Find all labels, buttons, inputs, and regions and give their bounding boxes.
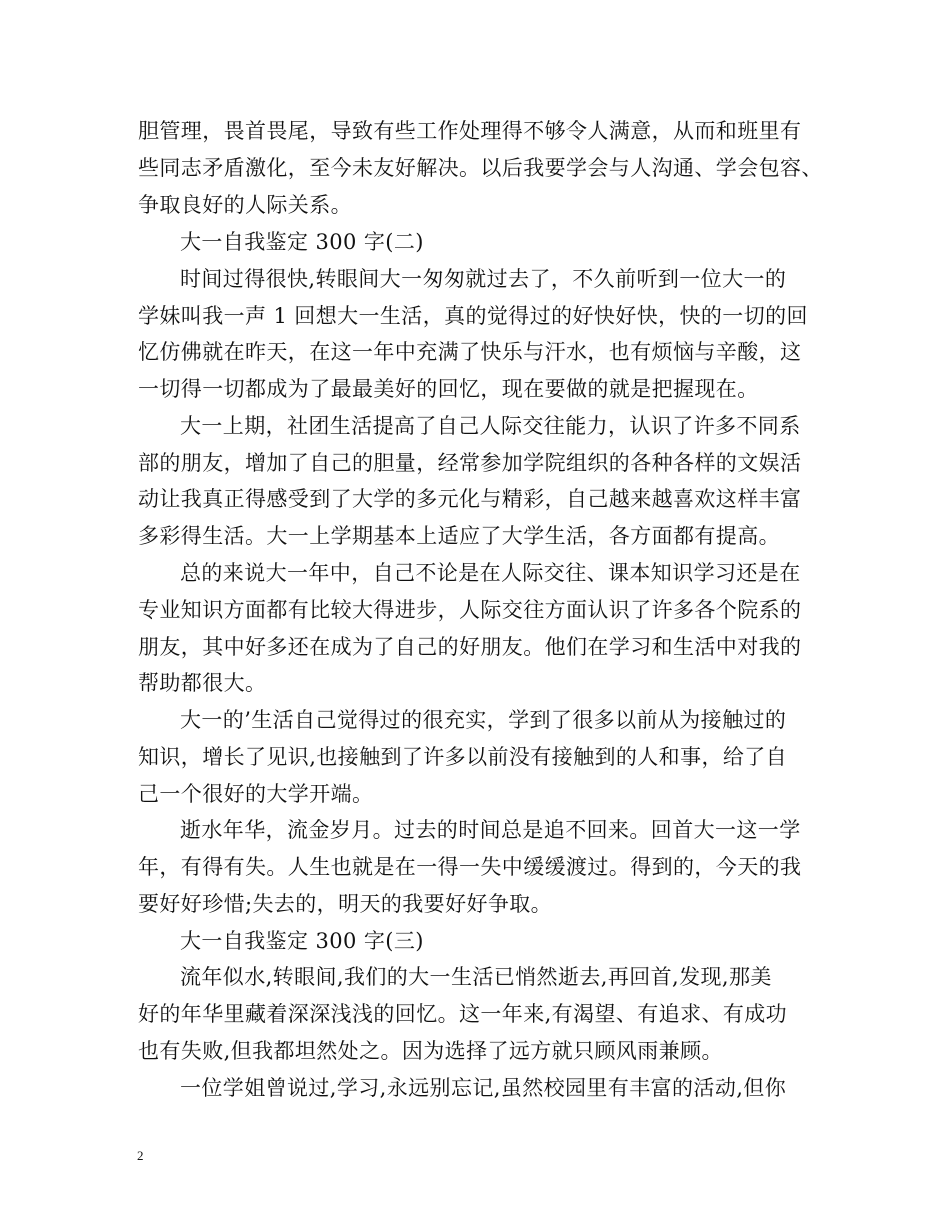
- text-line: 朋友，其中好多还在成为了自己的好朋友。他们在学习和生活中对我的: [138, 635, 802, 659]
- text-line: 多彩得生活。大一上学期基本上适应了大学生活，各方面都有提高。: [138, 524, 780, 548]
- text-line: 大一的’生活自己觉得过的很充实，学到了很多以前从为接触过的: [180, 708, 787, 732]
- text-line: 帮助都很大。: [138, 671, 267, 695]
- text-line: 胆管理，畏首畏尾，导致有些工作处理得不够令人满意，从而和班里有: [138, 119, 802, 143]
- text-line: 知识，增长了见识,也接触到了许多以前没有接触到的人和事，给了自: [138, 745, 788, 769]
- text-line: 也有失败,但我都坦然处之。因为选择了远方就只顾风雨兼顾。: [138, 1039, 723, 1063]
- section-heading: 大一自我鉴定 300 字(三): [180, 929, 424, 953]
- page-number: 2: [137, 1148, 144, 1163]
- text-line: 部的朋友，增加了自己的胆量，经常参加学院组织的各种各样的文娱活: [138, 451, 802, 475]
- text-line: 好的年华里藏着深深浅浅的回忆。这一年来,有渴望、有追求、有成功: [138, 1002, 788, 1026]
- section-heading: 大一自我鉴定 300 字(二): [180, 230, 424, 254]
- text-line: 一切得一切都成为了最最美好的回忆，现在要做的就是把握现在。: [138, 377, 759, 401]
- text-line: 忆仿佛就在昨天，在这一年中充满了快乐与汗水，也有烦恼与辛酸，这: [138, 340, 802, 364]
- text-line: 争取良好的人际关系。: [138, 193, 352, 217]
- text-line: 总的来说大一年中，自己不论是在人际交往、课本知识学习还是在: [180, 561, 801, 585]
- text-line: 要好好珍惜;失去的，明天的我要好好争取。: [138, 892, 553, 916]
- text-line: 动让我真正得感受到了大学的多元化与精彩，自己越来越喜欢这样丰富: [138, 487, 802, 511]
- text-line: 些同志矛盾激化，至今未友好解决。以后我要学会与人沟通、学会包容、: [138, 156, 823, 180]
- text-line: 专业知识方面都有比较大得进步，人际交往方面认识了许多各个院系的: [138, 598, 802, 622]
- text-line: 学妹叫我一声 1 回想大一生活，真的觉得过的好快好快，快的一切的回: [138, 304, 808, 328]
- text-line: 己一个很好的大学开端。: [138, 782, 374, 806]
- text-line: 年，有得有失。人生也就是在一得一失中缓缓渡过。得到的，今天的我: [138, 855, 802, 879]
- text-line: 一位学姐曾说过,学习,永远别忘记,虽然校园里有丰富的活动,但你: [180, 1076, 787, 1100]
- text-line: 时间过得很快,转眼间大一匆匆就过去了，不久前听到一位大一的: [180, 267, 787, 291]
- text-line: 流年似水,转眼间,我们的大一生活已悄然逝去,再回首,发现,那美: [180, 965, 772, 989]
- text-line: 逝水年华，流金岁月。过去的时间总是追不回来。回首大一这一学: [180, 818, 801, 842]
- text-line: 大一上期，社团生活提高了自己人际交往能力，认识了许多不同系: [180, 414, 801, 438]
